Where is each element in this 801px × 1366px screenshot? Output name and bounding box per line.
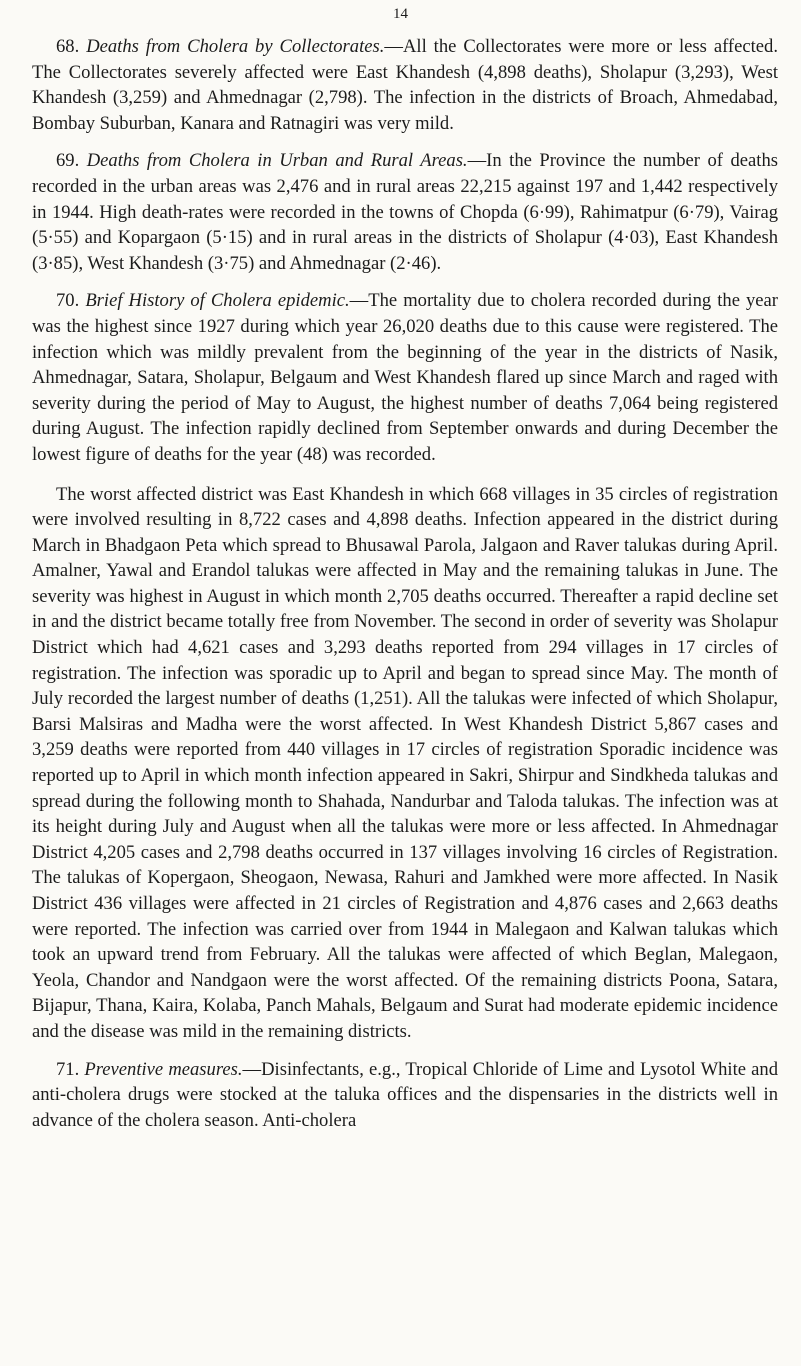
paragraph-title: Deaths from Cholera by Collectorates. [86,36,385,57]
paragraph-text: The worst affected district was East Khandesh in which 668 villages in 35 circles of registration were involved resulting in 8,722 cases and 4,898 deaths. Infection appeared in the district during March in Bhadgaon Peta which spread to Bhusawal Parola, Jalgaon and Raver talukas during April. Amalner, Yawal and Erandol talukas were affected in May and the remaining talukas in June. The severity was highest in August in which month 2,705 deaths occurred. Thereafter a rapid decline set in and the district became totally free from November. The second in order of severity was Sholapur District which had 4,621 cases and 3,293 deaths reported from 294 villages in 17 circles of registration. The infection was sporadic up to April and began to spread since May. The month of July recorded the largest number of deaths (1,251). All the talukas were infected of which Sholapur, Barsi Malsiras and Madha were the worst affected. In West Khandesh District 5,867 cases and 3,259 deaths were reported from 440 villages in 17 circles of registration Sporadic incidence was reported up to April in which month infection appeared in Sakri, Shirpur and Sindkheda talukas and spread during the following month to Shahada, Nandurbar and Taloda talukas. The infection was at its height during July and August when all the talukas were more or less affected. In Ahmednagar District 4,205 cases and 2,798 deaths occurred in 137 villages involving 16 circles of Registration. The talukas of Kopergaon, Sheogaon, Newasa, Rahuri and Jamkhed were more affected. In Nasik District 436 villages were affected in 21 circles of Registration and 4,876 cases and 2,663 deaths were reported. The infection was carried over from 1944 in Malegaon and Kalwan talukas which took an upward trend from February. All the talukas were affected of which Beglan, Malegaon, Yeola, Chandor and Nandgaon were the worst affected. Of the remaining districts Poona, Satara, Bijapur, Thana, Kaira, Kolaba, Panch Mahals, Belgaum and Surat had moderate epidemic incidence and the disease was mild in the remaining districts. [32,483,778,1042]
paragraph-number: 71. [56,1058,80,1080]
paragraph-68 [32,34,778,136]
paragraph-number: 70. [56,290,80,312]
paragraph-title: Brief History of Cholera epidemic. [85,290,350,312]
paragraph-text: —All the Collectorates were more or less affected. The Collectorates severely affected were East Khandesh (4,898 deaths), Sholapur (3,293), West Khandesh (3,259) and Ahmednagar (2,798). The infection in the districts of Broach, Ahmedabad, Bombay Suburban, Kanara and Ratnagiri was very mild. [32,36,778,134]
paragraph-text: —Disinfectants, e.g., Tropical Chloride of Lime and Lysotol White and anti-cholera drugs were stocked at the taluka offices and the dispensaries in the districts well in advance of the cholera season. Anti-cholera [32,1058,779,1131]
paragraph-title: Preventive measures. [84,1058,243,1080]
page-number: 14 [393,6,408,22]
paragraph-text: —In the Province the number of deaths recorded in the urban areas was 2,476 and in rural areas 22,215 against 197 and 1,442 respectively in 1944. High death-rates were recorded in the towns of Chopda (6·99), Rahimatpur (6·79), Vairag (5·55) and Kopargaon (5·15) and in rural areas in the districts of Sholapur (4·03), East Khandesh (3·85), West Khandesh (3·75) and Ahmednagar (2·46). [32,150,778,274]
paragraph-70 [32,288,778,467]
body-text [32,34,778,1145]
paragraph-number: 69. [56,150,80,172]
paragraph-title: Deaths from Cholera in Urban and Rural Areas. [86,150,468,172]
paragraph-71 [32,1057,778,1134]
paragraph-70-continued [32,482,778,1045]
paragraph-text: —The mortality due to cholera recorded during the year was the highest since 1927 during which year 26,020 deaths due to this cause were registered. The infection which was mildly prevalent from the beginning of the year in the districts of Nasik, Ahmednagar, Satara, Sholapur, Belgaum and West Khandesh flared up since March and raged with severity during the period of May to August, the highest number of deaths 7,064 being registered during August. The infection rapidly declined from September onwards and during December the lowest figure of deaths for the year (48) was recorded. [32,290,778,465]
paragraph-69 [32,148,778,276]
paragraph-number: 68. [56,36,80,57]
